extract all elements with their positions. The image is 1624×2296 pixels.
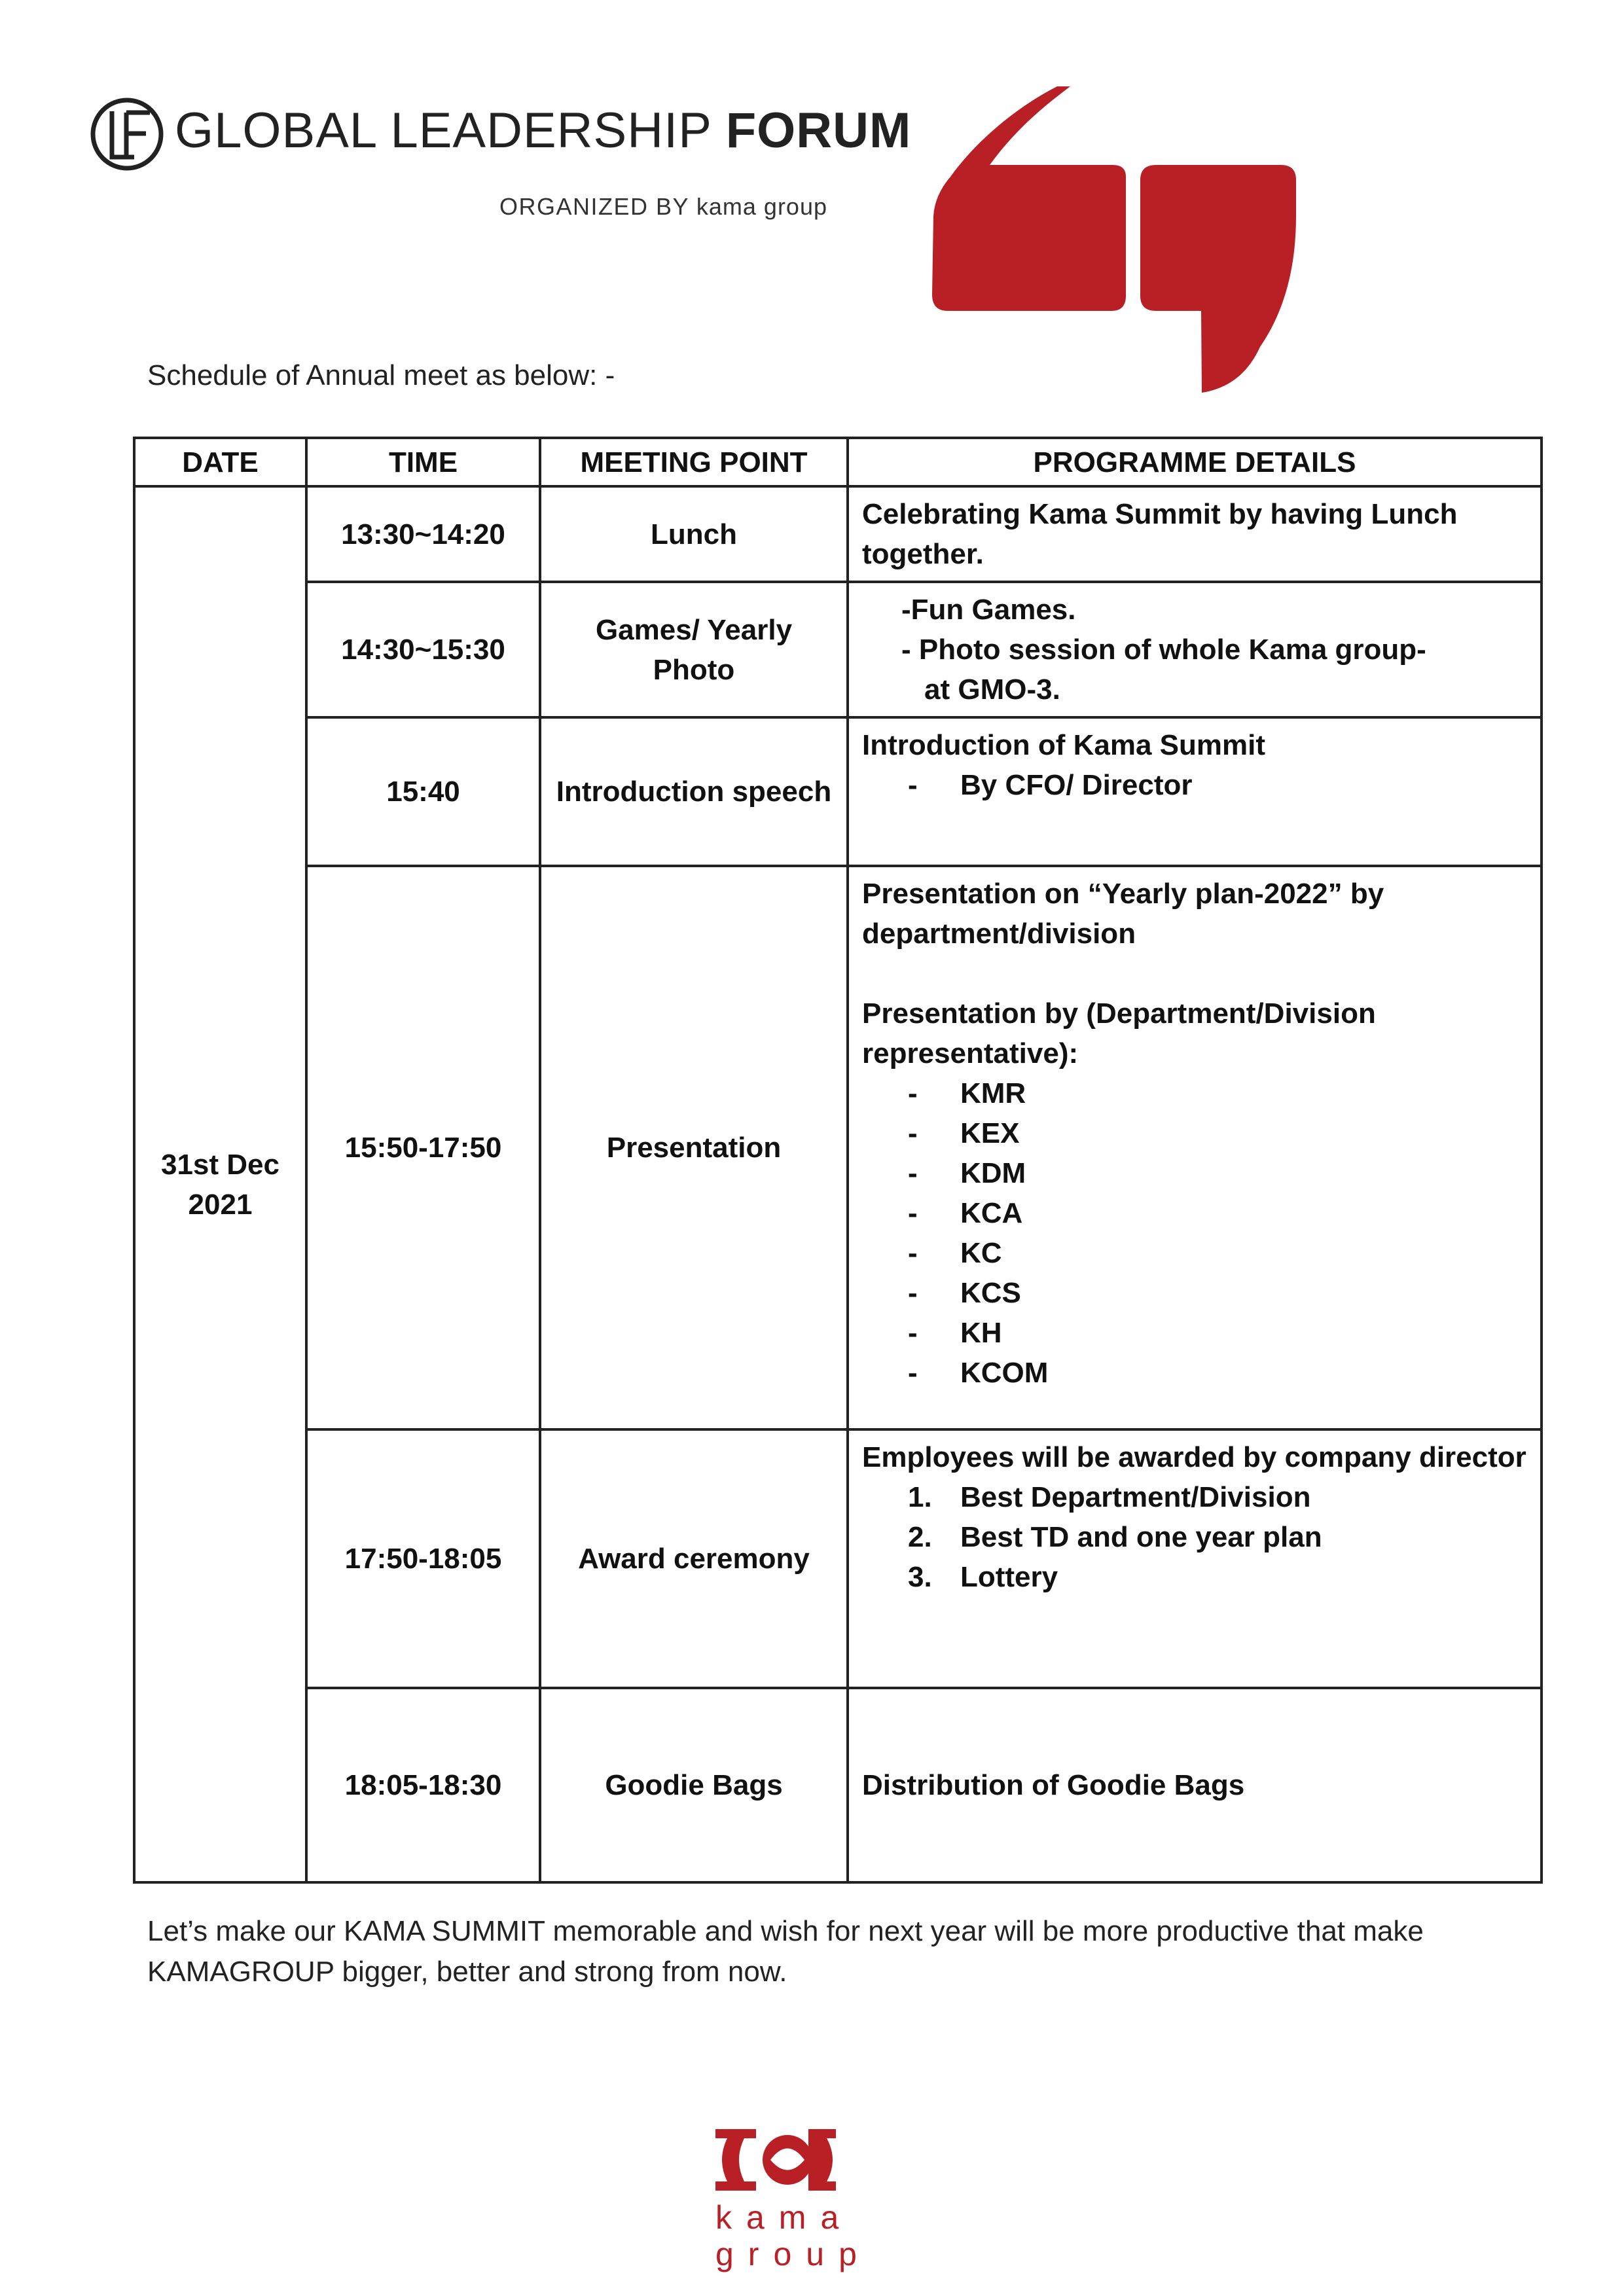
bullet-dash: -	[908, 1077, 918, 1109]
list-item	[862, 1517, 1527, 1557]
glf-title	[175, 103, 912, 158]
header-date: DATE	[134, 438, 306, 486]
list-item	[862, 1557, 1527, 1597]
details-cell	[848, 1688, 1542, 1882]
header-meeting-point: MEETING POINT	[540, 438, 848, 486]
kama-emblem-icon	[710, 2124, 841, 2196]
kama-logo-line-2: group	[715, 2236, 871, 2272]
time-cell: 18:05-18:30	[306, 1688, 540, 1882]
header-programme-details: PROGRAMME DETAILS	[848, 438, 1542, 486]
details-line: -Fun Games.	[901, 594, 1076, 626]
time-cell: 15:40	[306, 717, 540, 866]
bullet-dash: -	[908, 1117, 918, 1149]
closing-text: Let’s make our KAMA SUMMIT memorable and wish for next year will be more productive that make KAMAGROUP bigger, better and strong from now.	[147, 1915, 1424, 1988]
intro-text: Schedule of Annual meet as below: -	[147, 359, 615, 391]
department-code: KC	[960, 1237, 1002, 1269]
details-cell	[848, 717, 1542, 866]
meeting-point-cell: Introduction speech	[540, 717, 848, 866]
details-cell	[848, 582, 1542, 717]
header-time: TIME	[306, 438, 540, 486]
details-paragraph-2: Presentation by (Department/Division representative):	[862, 997, 1376, 1069]
list-item	[862, 1353, 1527, 1393]
meeting-point-cell: Presentation	[540, 866, 848, 1429]
spacer	[862, 954, 1527, 994]
details-sub: By CFO/ Director	[960, 769, 1193, 801]
bullet-dash: -	[908, 1197, 918, 1229]
glf-logo	[88, 92, 912, 229]
bullet-dash: -	[908, 1237, 918, 1269]
schedule-table	[133, 437, 1543, 1884]
kama-logo-line-1: kama	[715, 2199, 854, 2236]
table-header-row	[134, 438, 1542, 486]
meeting-point-cell: Award ceremony	[540, 1429, 848, 1688]
department-code: KCS	[960, 1277, 1021, 1309]
red-quote-mark-icon	[929, 85, 1296, 399]
bullet-dash: -	[908, 1317, 918, 1349]
department-code: KMR	[960, 1077, 1026, 1109]
organizer-name: kama group	[696, 193, 827, 220]
list-item	[862, 1193, 1527, 1233]
time-cell: 17:50-18:05	[306, 1429, 540, 1688]
department-code: KEX	[960, 1117, 1020, 1149]
list-item	[862, 1153, 1527, 1193]
meeting-point-cell: Goodie Bags	[540, 1688, 848, 1882]
details-title: Introduction of Kama Summit	[862, 729, 1265, 761]
time-cell: 14:30~15:30	[306, 582, 540, 717]
list-number: 3.	[908, 1561, 932, 1593]
department-code: KCA	[960, 1197, 1023, 1229]
list-item	[862, 1233, 1527, 1273]
bullet-dash: -	[908, 1157, 918, 1189]
details-line: - Photo session of whole Kama group-	[901, 634, 1426, 666]
table-row	[134, 486, 1542, 582]
date-cell	[134, 486, 306, 1882]
kama-group-logo	[704, 2124, 871, 2274]
table-row	[134, 1688, 1542, 1882]
table-row	[134, 717, 1542, 866]
list-number: 2.	[908, 1521, 932, 1553]
organized-by-label: ORGANIZED BY	[499, 193, 696, 220]
bullet-dash: -	[908, 1277, 918, 1309]
department-code: KDM	[960, 1157, 1026, 1189]
list-item	[862, 1273, 1527, 1313]
glf-emblem-icon	[88, 96, 166, 173]
glf-title-bold: FORUM	[725, 103, 912, 158]
glf-title-light: GLOBAL LEADERSHIP	[175, 103, 726, 158]
details-line: at GMO-3.	[924, 673, 1060, 706]
details-paragraph-1: Presentation on “Yearly plan-2022” by department/division	[862, 878, 1384, 950]
department-code: KH	[960, 1317, 1002, 1349]
meeting-point-cell: Lunch	[540, 486, 848, 582]
department-code: KCOM	[960, 1357, 1049, 1389]
bullet-dash: -	[908, 1357, 918, 1389]
date-line-1: 31st Dec	[160, 1148, 280, 1181]
table-row	[134, 582, 1542, 717]
list-number: 1.	[908, 1481, 932, 1513]
details-text: Celebrating Kama Summit by having Lunch together.	[862, 498, 1458, 570]
list-item	[862, 1477, 1527, 1517]
details-text: Employees will be awarded by company director	[862, 1441, 1526, 1473]
award-name: Lottery	[960, 1561, 1058, 1593]
bullet-dash: -	[908, 769, 918, 801]
details-cell	[848, 486, 1542, 582]
details-cell	[848, 866, 1542, 1429]
glf-organized-by	[499, 195, 827, 219]
date-line-2: 2021	[188, 1188, 253, 1221]
time-cell: 15:50-17:50	[306, 866, 540, 1429]
details-text: Distribution of Goodie Bags	[862, 1769, 1245, 1801]
award-name: Best Department/Division	[960, 1481, 1311, 1513]
details-cell	[848, 1429, 1542, 1688]
list-item	[862, 1313, 1527, 1353]
table-row	[134, 1429, 1542, 1688]
table-row	[134, 866, 1542, 1429]
list-item	[862, 765, 1527, 805]
meeting-point-cell: Games/ Yearly Photo	[540, 582, 848, 717]
list-item	[862, 1113, 1527, 1153]
time-cell: 13:30~14:20	[306, 486, 540, 582]
award-name: Best TD and one year plan	[960, 1521, 1322, 1553]
list-item	[862, 1073, 1527, 1113]
